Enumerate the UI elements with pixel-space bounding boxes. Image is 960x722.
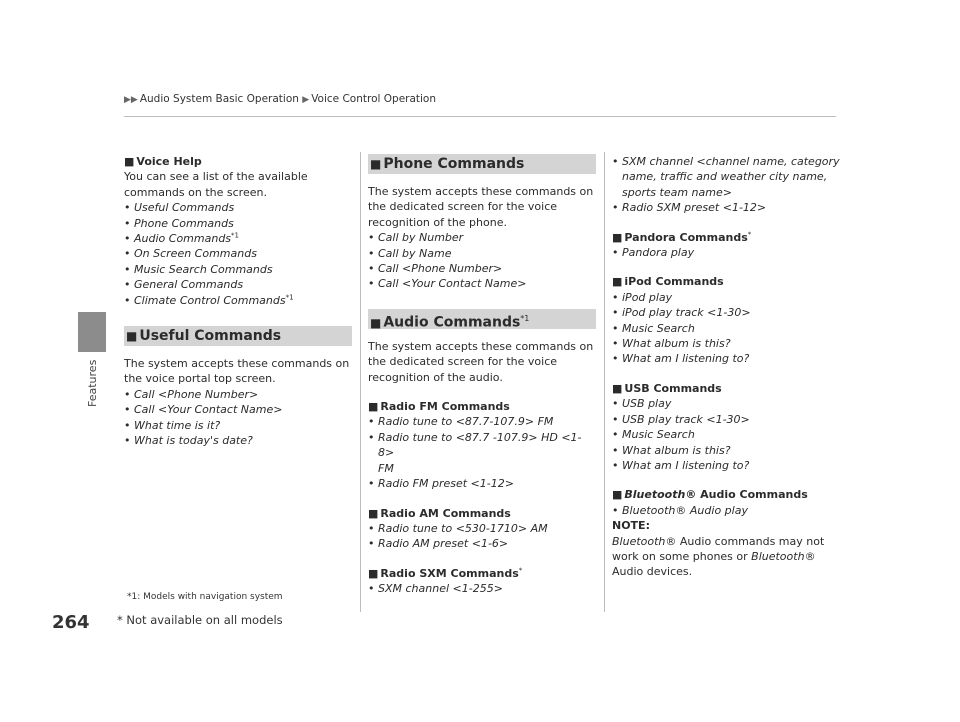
usb-list bbox=[612, 396, 840, 473]
list-item: • iPod play bbox=[612, 290, 840, 305]
list-item: • Radio SXM preset <1-12> bbox=[612, 200, 840, 215]
list-item: • Useful Commands bbox=[124, 200, 352, 215]
useful-intro: The system accepts these commands on the voice portal top screen. bbox=[124, 357, 350, 386]
note-text: Bluetooth® Audio commands may not work on some phones or Bluetooth® Audio devices. bbox=[612, 534, 825, 579]
useful-commands-banner: ■ Useful Commands bbox=[124, 326, 352, 346]
list-item: • Call <Phone Number> bbox=[368, 261, 596, 276]
ipod-heading: ■ iPod Commands bbox=[612, 274, 840, 289]
pandora-list bbox=[612, 245, 840, 260]
chevron-right-icon: ▶ bbox=[302, 95, 310, 105]
phone-commands-banner: ■ Phone Commands bbox=[368, 154, 596, 174]
list-item: • What album is this? bbox=[612, 336, 840, 351]
footnote: *1: Models with navigation system bbox=[127, 592, 283, 602]
column-middle bbox=[368, 154, 596, 597]
section-label: Features bbox=[86, 359, 99, 407]
list-item: • SXM channel <channel name, category name, traffic and weather city name, sports team name> bbox=[612, 154, 840, 200]
availability-footnote: * Not available on all models bbox=[117, 613, 283, 627]
sxm-list bbox=[368, 581, 596, 596]
list-item: • Climate Control Commands$^{*1}$ bbox=[124, 293, 352, 308]
list-item: • What album is this? bbox=[612, 443, 840, 458]
list-item: • Music Search bbox=[612, 321, 840, 336]
list-item: • What am I listening to? bbox=[612, 351, 840, 366]
useful-list bbox=[124, 387, 352, 449]
list-item: • What time is it? bbox=[124, 418, 352, 433]
page-number: 264 bbox=[52, 612, 90, 633]
phone-intro: The system accepts these commands on the dedicated screen for the voice recognition of the phone. bbox=[368, 185, 594, 229]
breadcrumb bbox=[124, 93, 436, 105]
list-item: • Call by Name bbox=[368, 246, 596, 261]
radio-am-heading: ■ Radio AM Commands bbox=[368, 506, 596, 521]
list-item: • Call <Your Contact Name> bbox=[368, 276, 596, 291]
radio-fm-heading: ■ Radio FM Commands bbox=[368, 399, 596, 414]
column-divider bbox=[604, 152, 605, 612]
header-divider bbox=[124, 116, 836, 117]
usb-heading: ■ USB Commands bbox=[612, 381, 840, 396]
radio-sxm-heading: ■ Radio SXM Commands* bbox=[368, 566, 596, 581]
list-item: • What am I listening to? bbox=[612, 458, 840, 473]
breadcrumb-item-2[interactable]: Voice Control Operation bbox=[311, 93, 437, 105]
list-item: • Bluetooth® Audio play bbox=[612, 503, 840, 518]
pandora-heading: ■ Pandora Commands* bbox=[612, 230, 840, 245]
list-item: • Radio FM preset <1-12> bbox=[368, 476, 596, 491]
list-item: • SXM channel <1-255> bbox=[368, 581, 596, 596]
list-item: • Music Search Commands bbox=[124, 262, 352, 277]
list-item: • On Screen Commands bbox=[124, 246, 352, 261]
bluetooth-list bbox=[612, 503, 840, 518]
chevron-right-icon: ▶▶ bbox=[124, 95, 138, 105]
bluetooth-heading: ■ Bluetooth® Audio Commands bbox=[612, 487, 840, 502]
phone-list bbox=[368, 230, 596, 292]
note-label: NOTE: bbox=[612, 519, 650, 533]
section-tab-marker bbox=[78, 312, 106, 352]
list-item: • USB play bbox=[612, 396, 840, 411]
column-divider bbox=[360, 152, 361, 612]
sxm-continued-list bbox=[612, 154, 840, 216]
list-item: • Radio tune to <87.7 -107.9> HD <1-8> FM bbox=[368, 430, 596, 476]
list-item: • What is today's date? bbox=[124, 433, 352, 448]
list-item: • Pandora play bbox=[612, 245, 840, 260]
help-list bbox=[124, 200, 352, 308]
list-item: • Radio AM preset <1-6> bbox=[368, 536, 596, 551]
list-item: • iPod play track <1-30> bbox=[612, 305, 840, 320]
list-item: • Radio tune to <87.7-107.9> FM bbox=[368, 414, 596, 429]
am-list bbox=[368, 521, 596, 552]
list-item: • Call <Your Contact Name> bbox=[124, 402, 352, 417]
list-item: • Call by Number bbox=[368, 230, 596, 245]
column-left bbox=[124, 154, 352, 449]
audio-intro: The system accepts these commands on the dedicated screen for the voice recognition of the audio. bbox=[368, 339, 594, 384]
list-item: • USB play track <1-30> bbox=[612, 412, 840, 427]
list-item: • General Commands bbox=[124, 277, 352, 292]
voice-help-heading: ■ Voice Help bbox=[124, 154, 352, 169]
breadcrumb-item-1[interactable]: Audio System Basic Operation bbox=[139, 93, 299, 105]
list-item: • Call <Phone Number> bbox=[124, 387, 352, 402]
audio-commands-banner: ■ Audio Commands$^{*1}$ bbox=[368, 309, 596, 329]
list-item: • Phone Commands bbox=[124, 216, 352, 231]
list-item: • Audio Commands$^{*1}$ bbox=[124, 231, 352, 246]
list-item: • Radio tune to <530-1710> AM bbox=[368, 521, 596, 536]
column-right bbox=[612, 154, 840, 580]
list-item: • Music Search bbox=[612, 427, 840, 442]
fm-list bbox=[368, 414, 596, 491]
voice-help-intro: You can see a list of the available commands on the screen. bbox=[124, 170, 308, 199]
ipod-list bbox=[612, 290, 840, 367]
